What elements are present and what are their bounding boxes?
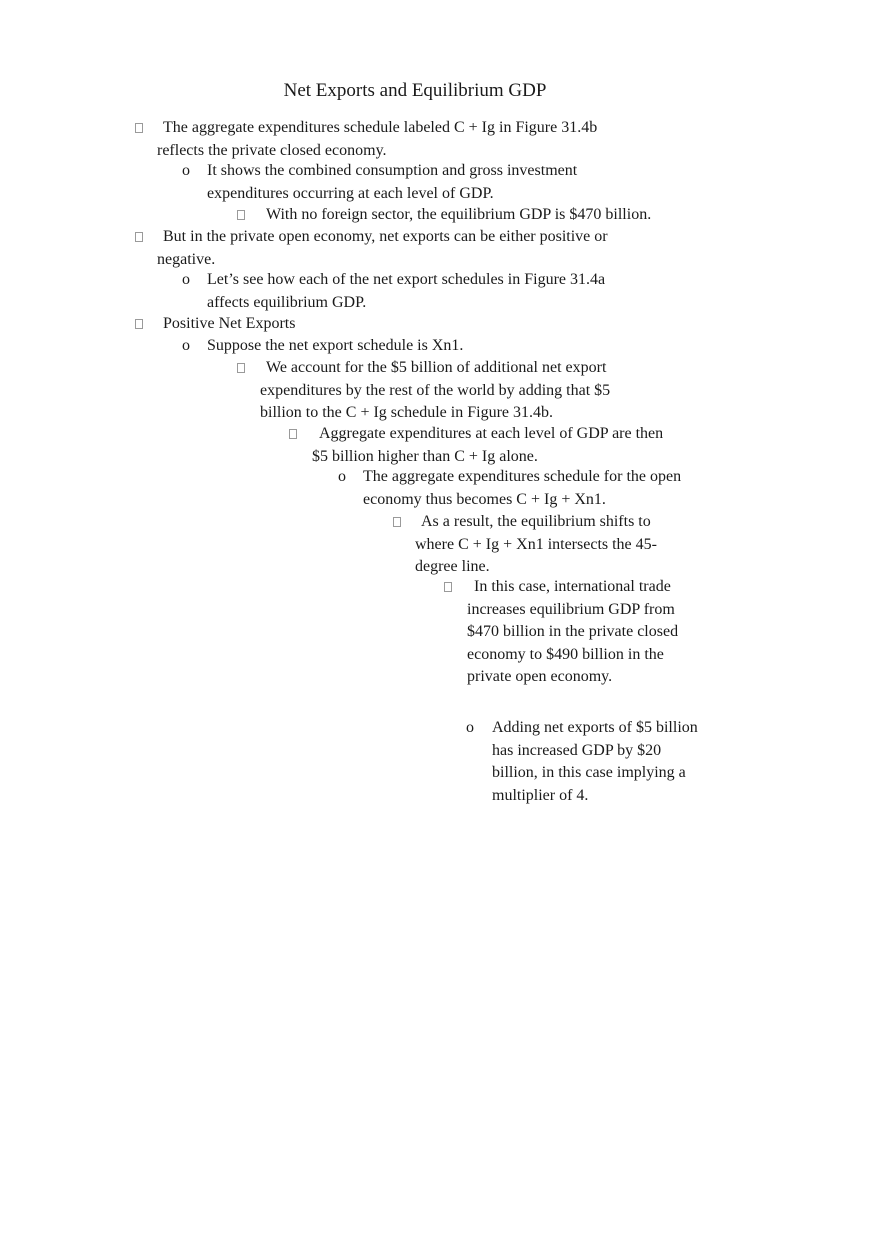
list-item-text: The aggregate expenditures schedule labeled C + Ig in Figure 31.4b reflects the private closed economy.	[157, 119, 598, 159]
list-item-international-trade	[444, 576, 704, 689]
list-item-text: Let’s see how each of the net export schedules in Figure 31.4a affects equilibrium GDP.	[207, 271, 606, 311]
o-bullet: o	[338, 468, 346, 485]
list-item-net-export-schedules	[182, 269, 647, 314]
list-item-open-economy-schedule	[338, 466, 683, 511]
list-item-text: We account for the $5 billion of additional net export expenditures by the rest of the world by adding that $5 billion to the C + Ig schedule in Figure 31.4b.	[260, 359, 611, 421]
list-item-text: Aggregate expenditures at each level of GDP are then $5 billion higher than C + Ig alone.	[312, 425, 664, 465]
list-item-open-economy	[135, 226, 655, 271]
square-bullet-icon	[237, 204, 245, 227]
list-item-text: The aggregate expenditures schedule for the open economy thus becomes C + Ig + Xn1.	[363, 468, 682, 508]
list-item-text: Adding net exports of $5 billion has increased GDP by $20 billion, in this case implying a multiplier of 4.	[492, 719, 698, 804]
o-bullet: o	[182, 337, 190, 354]
list-item-combined-consumption	[182, 160, 622, 205]
list-item-aggregate-higher	[289, 423, 669, 468]
list-item-multiplier	[466, 717, 706, 807]
list-item-equilibrium-shifts	[393, 511, 686, 579]
list-item-xn1-schedule	[182, 335, 622, 358]
list-item-account-5-billion	[237, 357, 647, 425]
square-bullet-icon	[289, 423, 297, 446]
square-bullet-icon	[135, 313, 143, 336]
list-item-text: Positive Net Exports	[163, 315, 296, 332]
square-bullet-icon	[444, 576, 452, 599]
square-bullet-icon	[393, 511, 401, 534]
list-item-text: As a result, the equilibrium shifts to where C + Ig + Xn1 intersects the 45-degree line.	[415, 513, 657, 575]
list-item-positive-net-exports	[135, 313, 535, 336]
list-item-text: But in the private open economy, net exports can be either positive or negative.	[157, 228, 608, 268]
square-bullet-icon	[237, 357, 245, 380]
o-bullet: o	[466, 719, 474, 736]
list-item-no-foreign-sector	[237, 204, 697, 227]
list-item-text: In this case, international trade increases equilibrium GDP from $470 billion in the private closed economy to $490 billion in the private open economy.	[467, 578, 679, 685]
list-item-closed-economy	[135, 117, 645, 162]
page-title: Net Exports and Equilibrium GDP	[283, 80, 547, 101]
list-item-text: Suppose the net export schedule is Xn1.	[207, 337, 464, 354]
o-bullet: o	[182, 271, 190, 288]
square-bullet-icon	[135, 226, 143, 249]
o-bullet: o	[182, 162, 190, 179]
list-item-text: It shows the combined consumption and gross investment expenditures occurring at each level of GDP.	[207, 162, 578, 202]
list-item-text: With no foreign sector, the equilibrium GDP is $470 billion.	[266, 206, 652, 223]
